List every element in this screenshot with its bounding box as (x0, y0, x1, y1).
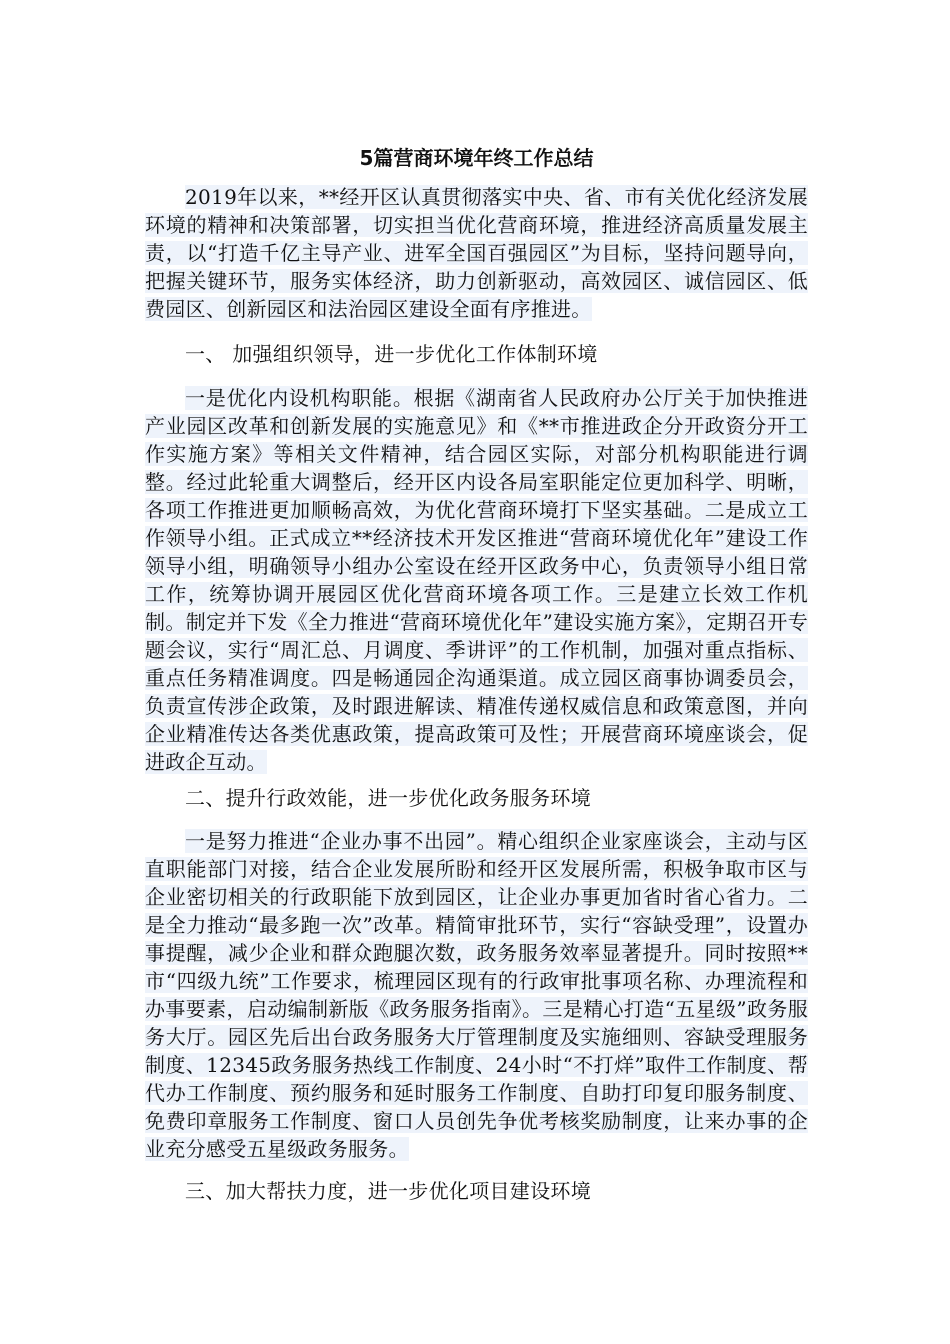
section-2-paragraph (145, 827, 808, 1163)
document-title: 5篇营商环境年终工作总结 (359, 146, 594, 170)
section-2-heading: 二、提升行政效能，进一步优化政务服务环境 (185, 786, 591, 810)
section-2-paragraph-text: 一是努力推进“企业办事不出园”。精心组织企业家座谈会，主动与区直职能部门对接，结合企业发展所盼和经开区发展所需，积极争取市区与企业密切相关的行政职能下放到园区，让企业办事更加省时省心省力。二是全力推动“最多跑一次”改革。精简审批环节，实行“容缺受理”，设置办事提醒，减少企业和群众跑腿次数，政务服务效率显著提升。同时按照**市“四级九统”工作要求，梳理园区现有的行政审批事项名称、办理流程和办事要素，启动编制新版《政务服务指南》。三是精心打造“五星级”政务服务大厅。园区先后出台政务服务大厅管理制度及实施细则、容缺受理服务制度、12345政务服务热线工作制度、24小时“不打烊”取件工作制度、帮代办工作制度、预约服务和延时服务工作制度、自助打印复印服务制度、免费印章服务工作制度、窗口人员创先争优考核奖励制度，让来办事的企业充分感受五星级政务服务。 (145, 829, 808, 1161)
section-1-paragraph-text: 一是优化内设机构职能。根据《湖南省人民政府办公厅关于加快推进产业园区改革和创新发展的实施意见》和《**市推进政企分开政资分开工作实施方案》等相关文件精神，结合园区实际，对部分机构职能进行调整。经过此轮重大调整后，经开区内设各局室职能定位更加科学、明晰，各项工作推进更加顺畅高效，为优化营商环境打下坚实基础。二是成立工作领导小组。正式成立**经济技术开发区推进“营商环境优化年”建设工作领导小组，明确领导小组办公室设在经开区政务中心，负责领导小组日常工作，统筹协调开展园区优化营商环境各项工作。三是建立长效工作机制。制定并下发《全力推进“营商环境优化年”建设实施方案》，定期召开专题会议，实行“周汇总、月调度、季讲评”的工作机制，加强对重点指标、重点任务精准调度。四是畅通园企沟通渠道。成立园区商事协调委员会，负责宣传涉企政策，及时跟进解读、精准传递权威信息和政策意图，并向企业精准传达各类优惠政策，提高政策可及性；开展营商环境座谈会，促进政企互动。 (145, 386, 808, 774)
intro-paragraph (145, 183, 808, 323)
intro-paragraph-text: 2019年以来，**经开区认真贯彻落实中央、省、市有关优化经济发展环境的精神和决策部署，切实担当优化营商环境，推进经济高质量发展主责，以“打造千亿主导产业、进军全国百强园区”为目标，坚持问题导向，把握关键环节，服务实体经济，助力创新驱动，高效园区、诚信园区、低费园区、创新园区和法治园区建设全面有序推进。 (145, 185, 808, 321)
section-1-paragraph (145, 384, 808, 776)
section-3-heading: 三、加大帮扶力度，进一步优化项目建设环境 (185, 1179, 591, 1203)
section-1-heading: 一、 加强组织领导，进一步优化工作体制环境 (185, 342, 598, 366)
